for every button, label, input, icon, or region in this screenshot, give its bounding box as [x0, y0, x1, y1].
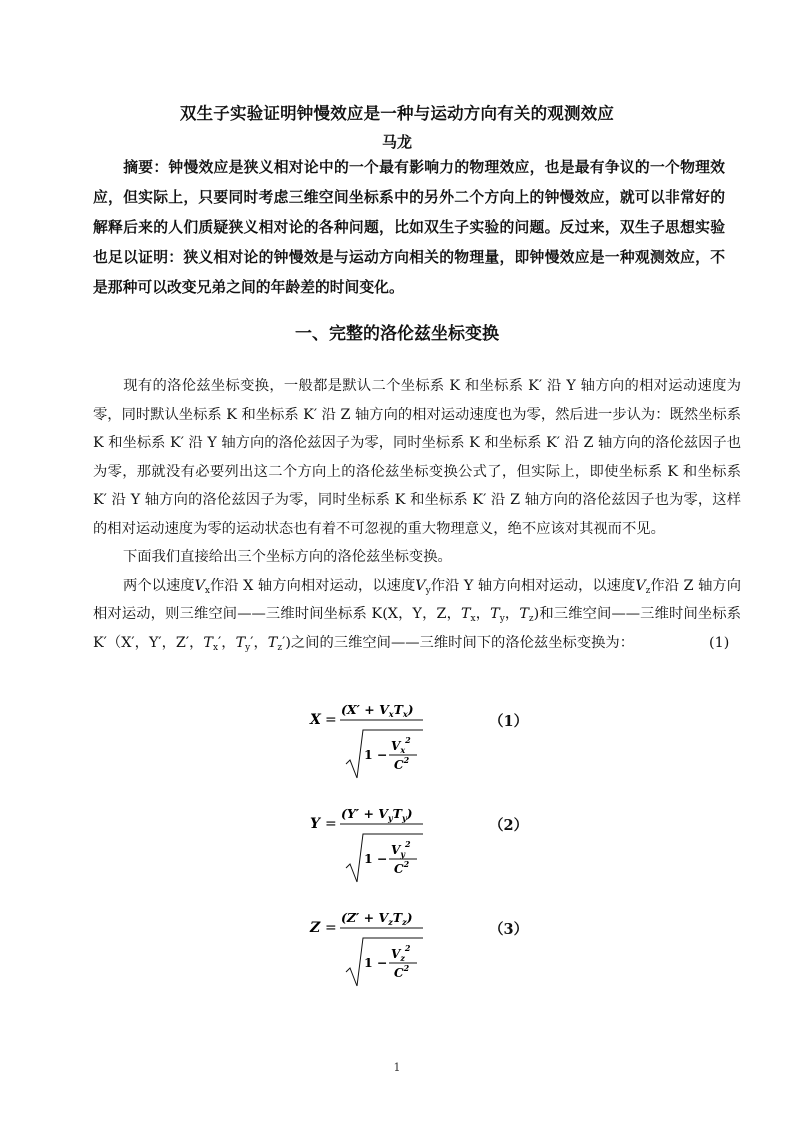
paper-title: 双生子实验证明钟慢效应是一种与运动方向有关的观测效应	[179, 104, 615, 123]
equation-3-number: （3）	[489, 921, 529, 938]
paragraph-2: 下面我们直接给出三个坐标方向的洛伦兹坐标变换。	[123, 549, 452, 565]
svg-text:1 −: 1 −	[364, 851, 388, 866]
svg-text:=: =	[325, 816, 337, 832]
svg-text:Vy2: $V_y^2$	[391, 839, 411, 859]
svg-text:1 −: 1 −	[364, 747, 388, 762]
equation-1	[0, 698, 794, 788]
svg-text:Z: Z	[310, 920, 321, 936]
paragraph-1: 现有的洛伦兹坐标变换，一般都是默认二个坐标系 K 和坐标系 K′ 沿 Y 轴方向的相对运动速度为零，同时默认坐标系 K 和坐标系 K′ 沿 Z 轴方向的相对运动速度也为零，然后进一步认为：既然坐标系 K 和坐标系 K′ 沿 Y 轴方向的洛伦兹因子为零，同时坐标系 K 和坐标系 K′ 沿 Z 轴方向的洛伦兹因子也为零，那就没有必要列出这二个方向上的洛伦兹坐标变换公式了，但实际上，即使坐标系 K 和坐标系 K′ 沿 Y 轴方向的洛伦兹因子为零，同时坐标系 K 和坐标系 K′ 沿 Z 轴方向的洛伦兹因子也为零，这样的相对运动速度为零的运动状态也有着不可忽视的重大物理意义，绝不应该对其视而不见。	[93, 378, 741, 537]
equation-1-number: （1）	[489, 713, 529, 730]
equation-2-formula	[300, 802, 440, 892]
svg-text:C2: $C^2$	[394, 755, 410, 772]
svg-text:(Y′ + VyTy): $(Y' + V_yT_y)$	[341, 806, 413, 823]
body-text	[93, 372, 741, 657]
paragraph-3: 两个以速度$V_x$作沿 X 轴方向相对运动，以速度$V_y$作沿 Y 轴方向相对运动，以速度$V_z$作沿 Z 轴方向相对运动，则三维空间——三维时间坐标系 K(X，Y，Z，$T_x$，$T_y$，$T_z$)和三维空间——三维时间坐标系 K′（X′，Y′，Z′，$T_x'$，$T_y'$，$T_z'$)之间的三维空间——三维时间下的洛伦兹坐标变换为： (1)	[93, 577, 742, 653]
svg-text:=: =	[325, 712, 337, 728]
svg-text:C2: $C^2$	[394, 859, 410, 876]
svg-text:Vz2: $V_z^2$	[391, 943, 411, 963]
svg-text:Y: Y	[310, 816, 320, 832]
svg-text:1 −: 1 −	[364, 955, 388, 970]
svg-text:C2: $C^2$	[394, 963, 410, 980]
equation-1-formula	[300, 698, 440, 788]
abstract	[93, 153, 725, 303]
abstract-label: 摘要：	[123, 159, 169, 176]
page-number: 1	[393, 1061, 401, 1074]
author-name: 马龙	[381, 133, 412, 151]
svg-text:Vx2: $V_x^2$	[391, 735, 411, 755]
equation-2	[0, 802, 794, 892]
svg-text:(X′ + VxTx): $(X' + V_xT_x)$	[341, 702, 414, 719]
svg-text:=: =	[325, 920, 337, 936]
abstract-text: 钟慢效应是狭义相对论中的一个最有影响力的物理效应，也是最有争议的一个物理效应，但实际上，只要同时考虑三维空间坐标系中的另外二个方向上的钟慢效应，就可以非常好的解释后来的人们质疑狭义相对论的各种问题，比如双生子实验的问题。反过来，双生子思想实验也足以证明：狭义相对论的钟慢效是与运动方向相关的物理量，即钟慢效应是一种观测效应，不是那种可以改变兄弟之间的年龄差的时间变化。	[93, 159, 725, 296]
equation-3	[0, 906, 794, 996]
equation-3-formula	[300, 906, 440, 996]
svg-text:(Z′ + VzTz): $(Z' + V_zT_z)$	[341, 910, 413, 927]
svg-text:X: X	[310, 712, 321, 728]
equation-2-number: （2）	[489, 817, 529, 834]
section-heading: 一、完整的洛伦兹坐标变换	[295, 324, 499, 344]
